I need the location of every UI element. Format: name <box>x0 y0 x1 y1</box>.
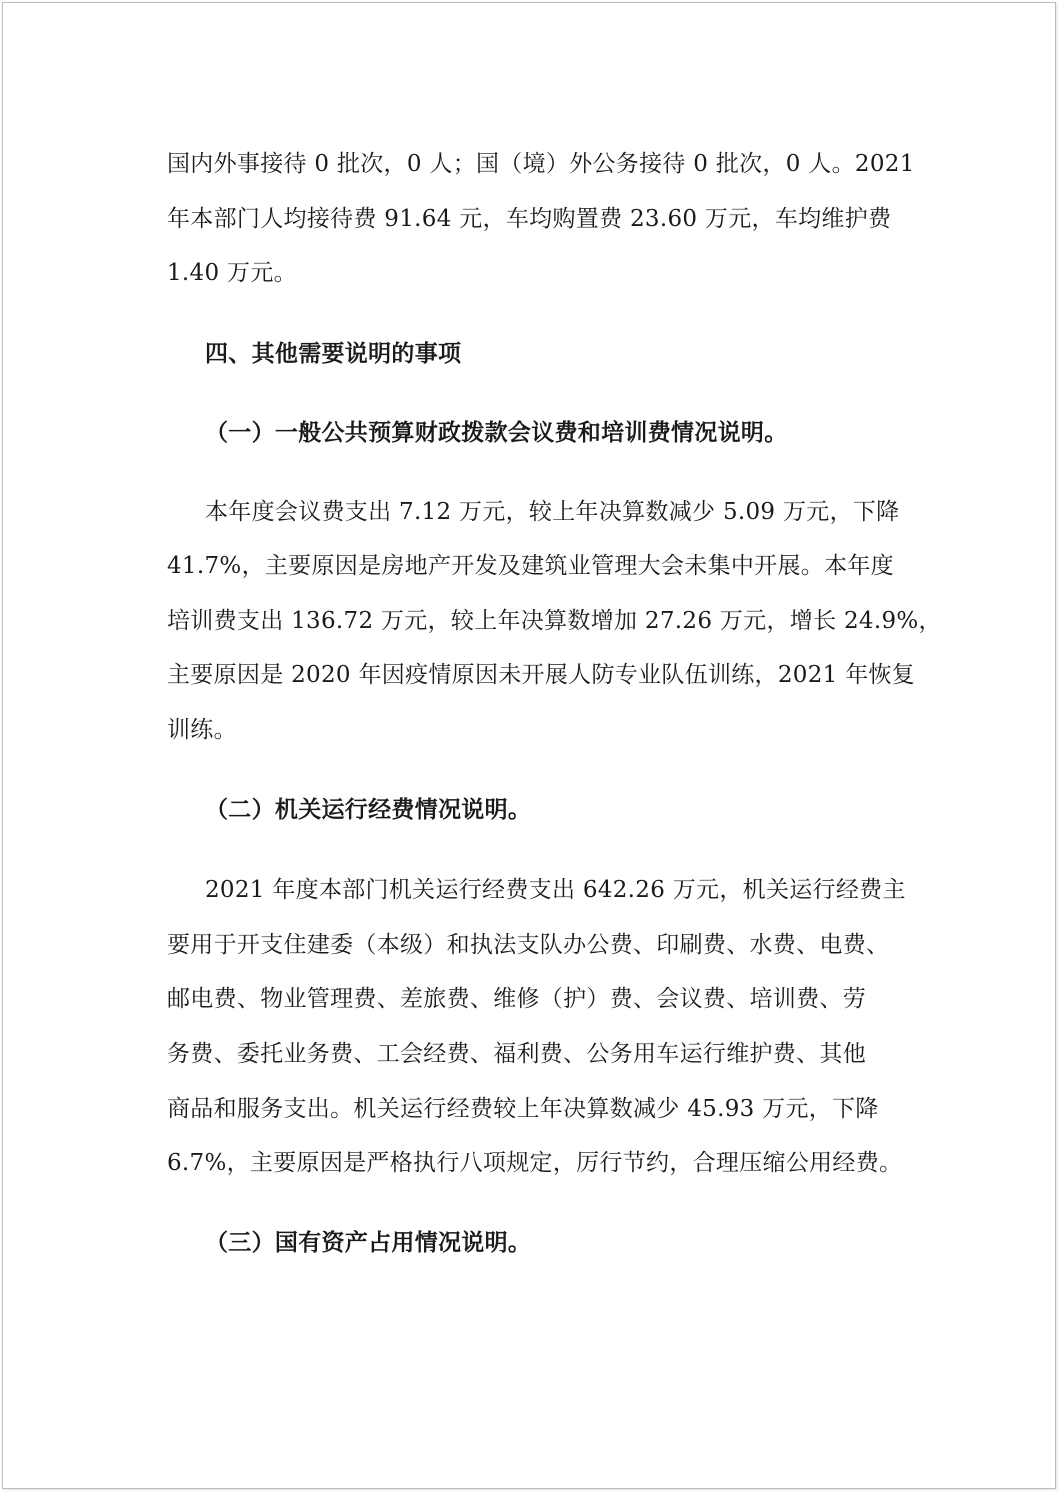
paragraph-line: 训练。 <box>167 717 237 743</box>
paragraph-line: 商品和服务支出。机关运行经费较上年决算数减少 45.93 万元，下降 <box>167 1096 879 1122</box>
paragraph-line: 务费、委托业务费、工会经费、福利费、公务用车运行维护费、其他 <box>167 1041 866 1067</box>
paragraph-line: 国内外事接待 0 批次，0 人；国（境）外公务接待 0 批次，0 人。2021 <box>167 151 915 177</box>
paragraph-line: 2021 年度本部门机关运行经费支出 642.26 万元，机关运行经费主 <box>205 877 906 903</box>
subsection-heading: （一）一般公共预算财政拨款会议费和培训费情况说明。 <box>205 420 788 446</box>
paragraph-line: 主要原因是 2020 年因疫情原因未开展人防专业队伍训练，2021 年恢复 <box>167 662 916 688</box>
paragraph-line: 年本部门人均接待费 91.64 元，车均购置费 23.60 万元，车均维护费 <box>167 206 892 232</box>
section-heading: 四、其他需要说明的事项 <box>205 341 462 367</box>
paragraph-line: 邮电费、物业管理费、差旅费、维修（护）费、会议费、培训费、劳 <box>167 986 866 1012</box>
paragraph-line: 6.7%，主要原因是严格执行八项规定，厉行节约，合理压缩公用经费。 <box>167 1150 903 1176</box>
paragraph-line: 培训费支出 136.72 万元，较上年决算数增加 27.26 万元，增长 24.9%， <box>167 608 942 634</box>
paragraph-line: 41.7%，主要原因是房地产开发及建筑业管理大会未集中开展。本年度 <box>167 553 894 579</box>
paragraph-line: 本年度会议费支出 7.12 万元，较上年决算数减少 5.09 万元，下降 <box>205 499 900 525</box>
document-page <box>2 2 1056 1489</box>
paragraph-line: 1.40 万元。 <box>167 260 297 286</box>
paragraph-line: 要用于开支住建委（本级）和执法支队办公费、印刷费、水费、电费、 <box>167 932 890 958</box>
subsection-heading: （二）机关运行经费情况说明。 <box>205 797 532 823</box>
subsection-heading: （三）国有资产占用情况说明。 <box>205 1230 532 1256</box>
